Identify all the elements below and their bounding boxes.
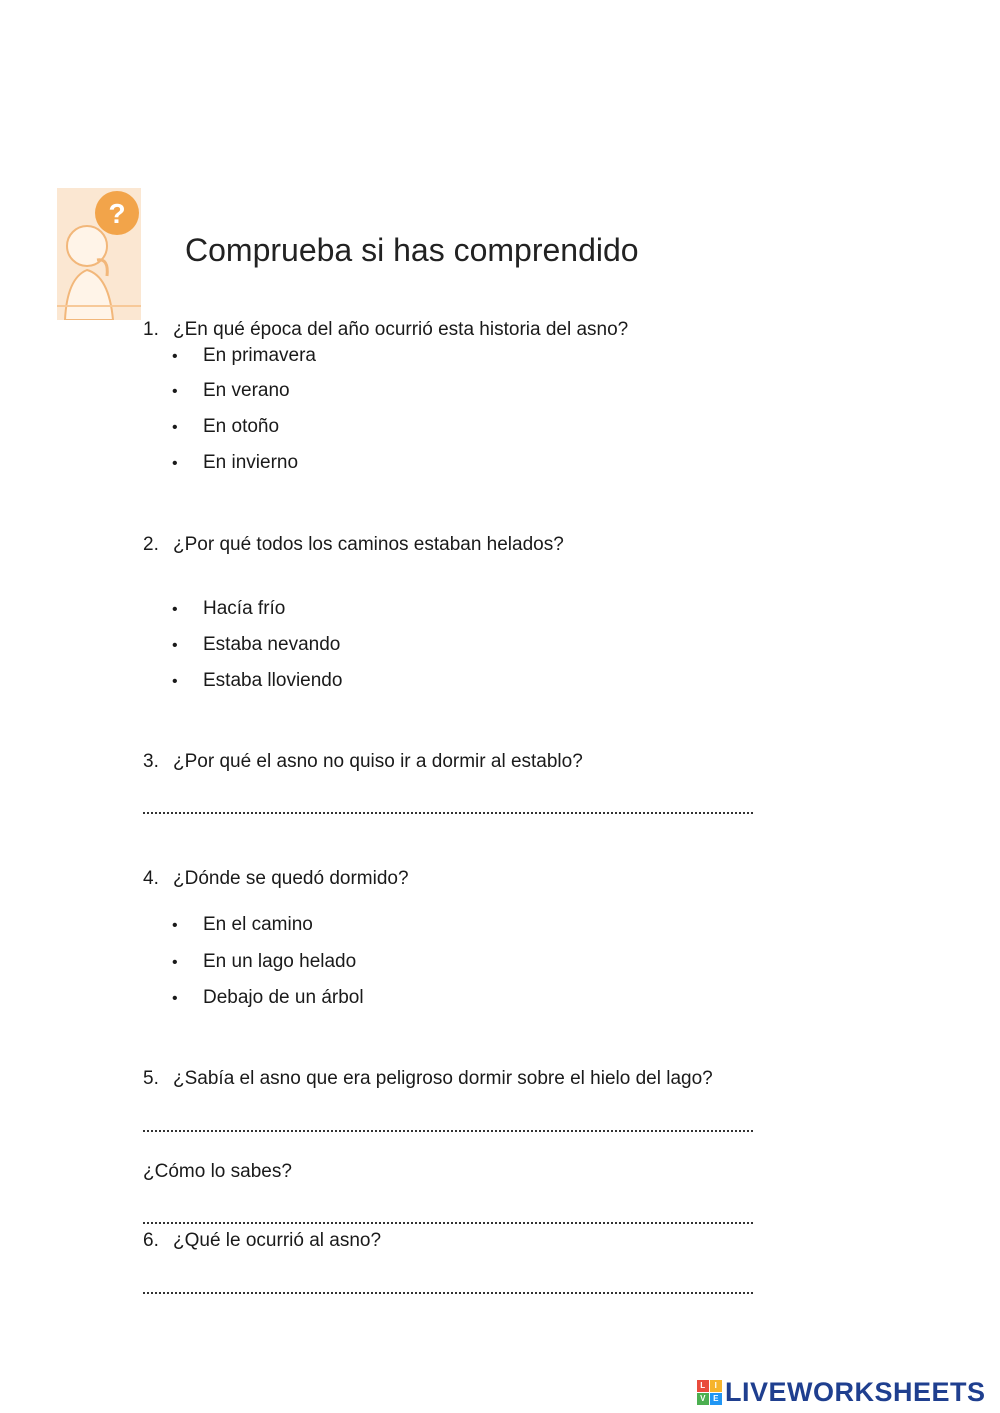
logo-text: LIVEWORKSHEETS	[725, 1377, 986, 1407]
liveworksheets-logo	[697, 1377, 986, 1408]
option-item[interactable]: • Hacía frío	[172, 598, 286, 619]
answer-line-3[interactable]	[143, 812, 753, 814]
svg-text:?: ?	[108, 198, 126, 229]
question-1: 1. ¿En qué época del año ocurrió esta historia del asno?	[143, 319, 629, 340]
option-item[interactable]: • En otoño	[172, 416, 280, 437]
answer-line-5-followup[interactable]	[143, 1222, 753, 1224]
question-5: 5. ¿Sabía el asno que era peligroso dormir sobre el hielo del lago?	[143, 1068, 713, 1089]
option-item[interactable]: • En invierno	[172, 452, 299, 473]
page-title: Comprueba si has comprendido	[185, 232, 639, 268]
option-item[interactable]: • En primavera	[172, 345, 316, 366]
question-6: 6. ¿Qué le ocurrió al asno?	[143, 1230, 382, 1251]
question-2: 2. ¿Por qué todos los caminos estaban helados?	[143, 534, 564, 555]
option-item[interactable]: • En verano	[172, 380, 290, 401]
logo-icon: L I V E	[697, 1380, 722, 1405]
option-item[interactable]: • Estaba lloviendo	[172, 670, 343, 691]
answer-line-6[interactable]	[143, 1292, 753, 1294]
option-item[interactable]: • En el camino	[172, 914, 313, 935]
thinking-person-question-icon	[57, 188, 141, 320]
answer-line-5[interactable]	[143, 1130, 753, 1132]
option-item[interactable]: • En un lago helado	[172, 951, 357, 972]
question-4: 4. ¿Dónde se quedó dormido?	[143, 868, 409, 889]
followup-question: ¿Cómo lo sabes?	[143, 1161, 292, 1182]
question-3: 3. ¿Por qué el asno no quiso ir a dormir al establo?	[143, 751, 583, 772]
option-item[interactable]: • Estaba nevando	[172, 634, 341, 655]
option-item[interactable]: • Debajo de un árbol	[172, 987, 364, 1008]
